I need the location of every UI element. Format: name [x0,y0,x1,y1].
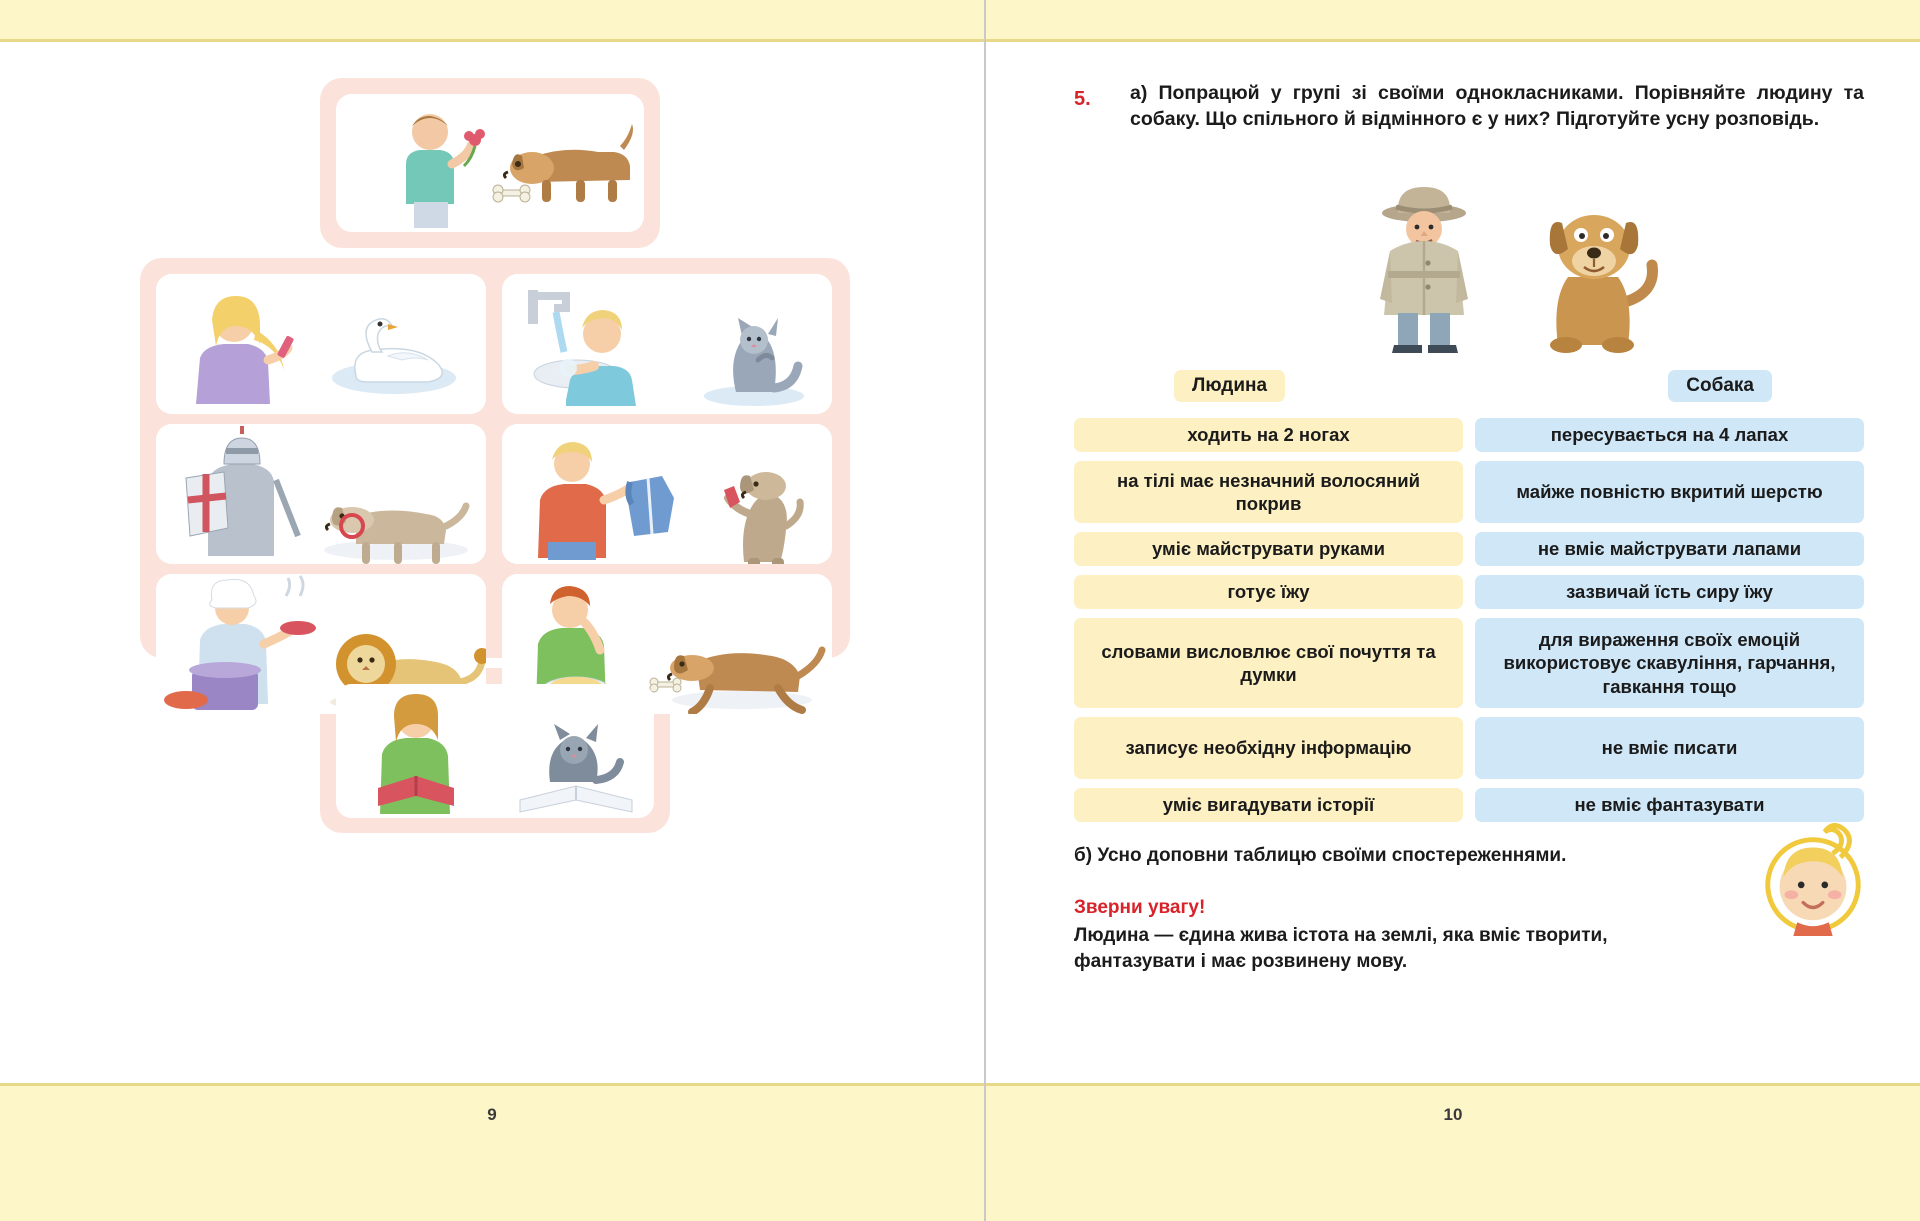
card-boy-flower-dog-bone [336,94,644,232]
bottom-decorative-band [0,1083,984,1221]
table-row: не вміє майструвати лапами [1475,532,1864,566]
card-girl-reading-cat-book [336,684,654,818]
page-number-left: 9 [487,1105,497,1124]
page-number-right: 10 [1443,1105,1463,1124]
attention-title: Зверни увагу! [1074,897,1206,918]
table-row: записує необхідну інформацію [1074,717,1463,779]
below-table-text [1074,845,1734,974]
thinking-child-icon [1754,820,1872,938]
man-illustration [1336,175,1516,360]
top-decorative-band [0,0,984,42]
table-row: не вміє писати [1475,717,1864,779]
task-block [1074,80,1864,133]
table-row: на тілі має незначний волосяний покрив [1074,461,1463,523]
comparison-illustration [1106,175,1786,355]
column-human [1074,418,1463,822]
card-boy-jacket-dog-sock [502,424,832,564]
dog-illustration [1506,195,1686,360]
table-row: для вираження своїх емоцій використовує скавуління, гарчання, гавкання тощо [1475,618,1864,708]
card-knight-dog-collar [156,424,486,564]
table-row: пересувається на 4 лапах [1475,418,1864,452]
table-row: майже повністю вкритий шерстю [1475,461,1864,523]
comparison-table [1074,418,1864,822]
table-row: уміє майструвати руками [1074,532,1463,566]
table-headers [1074,370,1864,404]
task-text: а) Попрацюй у групі зі своїми однокласниками. Порівняйте людину та собаку. Що спільного й відмінного є у них? Підготуйте усну розповідь. [1130,82,1864,131]
table-row: не вміє фантазувати [1475,788,1864,822]
task-number: 5. [1074,88,1091,110]
top-decorative-band-right [986,0,1920,42]
card-girl-combing-swan [156,274,486,414]
column-dog [1475,418,1864,822]
task-part-b: б) Усно доповни таблицю своїми спостереженнями. [1074,845,1567,866]
header-dog: Собака [1668,370,1772,402]
table-row: словами висловлює свої почуття та думки [1074,618,1463,708]
right-page [984,0,1920,1221]
bottom-decorative-band-right [986,1083,1920,1221]
table-row: готує їжу [1074,575,1463,609]
card-boy-washing-cat-washing [502,274,832,414]
table-row: уміє вигадувати історії [1074,788,1463,822]
table-row: зазвичай їсть сиру їжу [1475,575,1864,609]
picture-mosaic [140,68,860,838]
table-row: ходить на 2 ногах [1074,418,1463,452]
attention-text: Людина — єдина жива істота на землі, яка вміє творити, фантазувати і має розвинену мову. [1074,925,1608,972]
header-human: Людина [1174,370,1285,402]
